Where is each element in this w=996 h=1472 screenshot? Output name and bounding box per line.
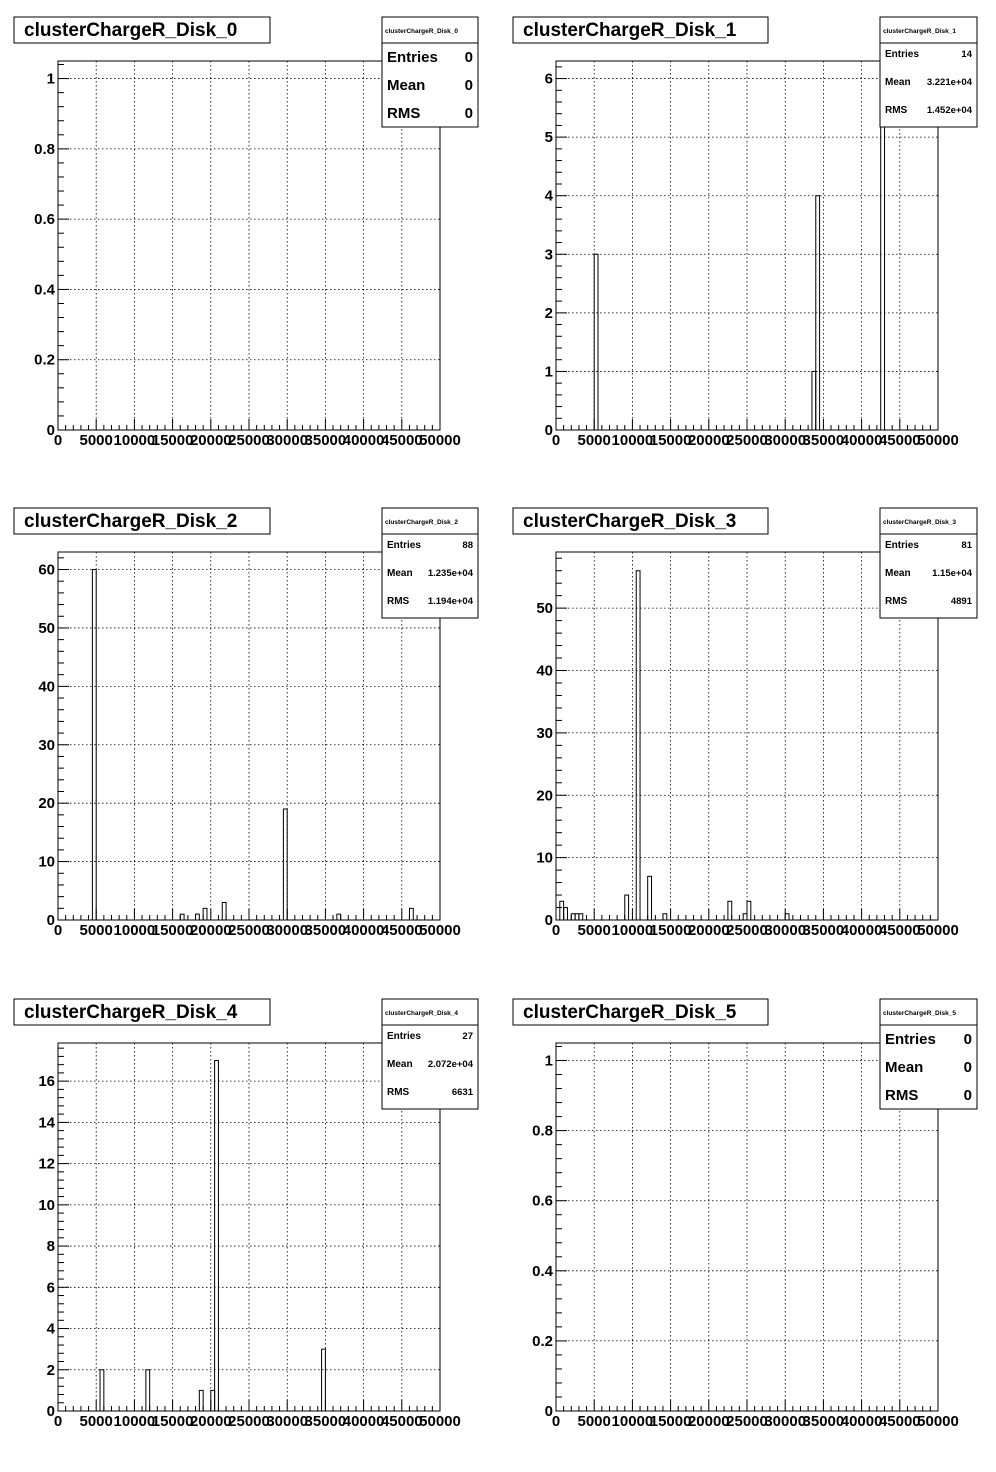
- stats-mean-label: Mean: [387, 77, 426, 94]
- x-tick-label: 20000: [189, 1413, 232, 1430]
- histogram-panel-5: [513, 999, 977, 1430]
- stats-mean-label: Mean: [387, 568, 413, 579]
- x-tick-label: 35000: [304, 922, 347, 939]
- x-tick-label: 15000: [151, 922, 194, 939]
- y-tick-label: 30: [38, 736, 55, 754]
- x-tick-label: 20000: [687, 1413, 730, 1430]
- x-tick-label: 10000: [113, 1413, 156, 1430]
- histogram-panel-1: [513, 17, 977, 449]
- x-tick-label: 40000: [342, 922, 385, 939]
- x-tick-label: 5000: [79, 432, 113, 449]
- stats-entries-label: Entries: [387, 49, 438, 66]
- y-tick-label: 6: [46, 1279, 55, 1297]
- x-tick-label: 40000: [840, 1413, 883, 1430]
- x-tick-label: 5000: [577, 1413, 611, 1430]
- stats-name: clusterChargeR_Disk_2: [385, 519, 458, 526]
- y-tick-label: 10: [38, 853, 55, 871]
- x-tick-label: 50000: [419, 432, 461, 449]
- y-tick-label: 20: [536, 787, 553, 805]
- histogram-panel-0: [14, 17, 478, 449]
- x-tick-label: 45000: [380, 922, 423, 939]
- stats-name: clusterChargeR_Disk_0: [385, 28, 458, 35]
- x-tick-label: 45000: [878, 922, 921, 939]
- x-tick-label: 35000: [802, 432, 845, 449]
- stats-rms-value: 6631: [451, 1087, 473, 1098]
- x-tick-label: 5000: [79, 922, 113, 939]
- stats-mean-value: 3.221e+04: [926, 77, 972, 88]
- stats-rms-value: 4891: [950, 596, 972, 607]
- stats-entries-label: Entries: [885, 1031, 936, 1048]
- x-tick-label: 25000: [726, 922, 768, 939]
- x-tick-label: 10000: [611, 922, 654, 939]
- y-tick-label: 3: [544, 246, 553, 264]
- stats-rms-value: 0: [963, 1087, 972, 1104]
- y-tick-label: 0.4: [34, 281, 55, 299]
- x-tick-label: 40000: [342, 432, 385, 449]
- x-tick-label: 0: [53, 1413, 63, 1430]
- x-tick-label: 10000: [113, 432, 156, 449]
- y-tick-label: 4: [544, 187, 553, 205]
- histogram-title: clusterChargeR_Disk_5: [523, 1002, 737, 1023]
- stats-entries-label: Entries: [885, 49, 919, 60]
- y-tick-label: 14: [38, 1114, 55, 1132]
- stats-mean-label: Mean: [885, 568, 911, 579]
- stats-entries-value: 81: [961, 540, 972, 551]
- x-tick-label: 5000: [577, 922, 611, 939]
- stats-mean-label: Mean: [387, 1059, 413, 1070]
- x-tick-label: 30000: [266, 432, 309, 449]
- stats-rms-label: RMS: [387, 596, 410, 607]
- x-tick-label: 30000: [266, 1413, 309, 1430]
- y-tick-label: 0: [46, 912, 55, 929]
- x-tick-label: 20000: [687, 922, 730, 939]
- y-tick-label: 30: [536, 724, 553, 742]
- x-tick-label: 25000: [228, 922, 270, 939]
- x-tick-label: 35000: [304, 1413, 347, 1430]
- x-tick-label: 25000: [228, 1413, 270, 1430]
- stats-mean-value: 1.235e+04: [427, 568, 473, 579]
- stats-rms-label: RMS: [885, 105, 908, 116]
- y-tick-label: 10: [536, 849, 553, 867]
- stats-mean-value: 0: [963, 1059, 972, 1076]
- histogram-panel-3: [513, 508, 977, 939]
- x-tick-label: 0: [551, 432, 561, 449]
- x-tick-label: 50000: [917, 1413, 959, 1430]
- y-tick-label: 0: [544, 422, 553, 439]
- stats-mean-value: 0: [464, 77, 473, 94]
- x-tick-label: 35000: [802, 922, 845, 939]
- y-tick-label: 0: [46, 1403, 55, 1420]
- y-tick-label: 0: [544, 1403, 553, 1420]
- y-tick-label: 8: [46, 1238, 55, 1256]
- x-tick-label: 25000: [228, 432, 270, 449]
- x-tick-label: 50000: [917, 432, 959, 449]
- x-tick-label: 15000: [649, 922, 692, 939]
- x-tick-label: 45000: [878, 432, 921, 449]
- stats-entries-label: Entries: [387, 540, 421, 551]
- stats-entries-value: 0: [963, 1031, 972, 1048]
- x-tick-label: 35000: [802, 1413, 845, 1430]
- y-tick-label: 0.8: [532, 1122, 553, 1140]
- x-tick-label: 0: [551, 1413, 561, 1430]
- histogram-title: clusterChargeR_Disk_2: [24, 511, 238, 532]
- y-tick-label: 0: [544, 912, 553, 929]
- histogram-title: clusterChargeR_Disk_4: [24, 1002, 238, 1023]
- x-tick-label: 20000: [189, 432, 232, 449]
- y-tick-label: 6: [544, 70, 553, 88]
- x-tick-label: 50000: [419, 1413, 461, 1430]
- stats-rms-value: 1.452e+04: [926, 105, 972, 116]
- y-tick-label: 16: [38, 1073, 55, 1091]
- stats-name: clusterChargeR_Disk_1: [883, 28, 956, 35]
- x-tick-label: 10000: [611, 432, 654, 449]
- x-tick-label: 20000: [687, 432, 730, 449]
- histogram-title: clusterChargeR_Disk_3: [523, 511, 737, 532]
- x-tick-label: 35000: [304, 432, 347, 449]
- histogram-panel-2: [14, 508, 478, 939]
- x-tick-label: 15000: [649, 432, 692, 449]
- x-tick-label: 30000: [764, 432, 807, 449]
- y-tick-label: 4: [46, 1320, 55, 1338]
- x-tick-label: 45000: [380, 1413, 423, 1430]
- stats-entries-value: 0: [464, 49, 473, 66]
- x-tick-label: 25000: [726, 432, 768, 449]
- histogram-title: clusterChargeR_Disk_0: [24, 20, 238, 41]
- x-tick-label: 40000: [840, 432, 883, 449]
- y-tick-label: 10: [38, 1196, 55, 1214]
- y-tick-label: 50: [536, 600, 553, 618]
- y-tick-label: 40: [536, 662, 553, 680]
- x-tick-label: 50000: [419, 922, 461, 939]
- stats-rms-label: RMS: [885, 1087, 919, 1104]
- stats-rms-value: 1.194e+04: [427, 596, 473, 607]
- stats-rms-label: RMS: [387, 1087, 410, 1098]
- y-tick-label: 0.4: [532, 1262, 553, 1280]
- x-tick-label: 15000: [151, 1413, 194, 1430]
- stats-rms-label: RMS: [387, 105, 421, 122]
- y-tick-label: 1: [544, 363, 553, 381]
- stats-rms-value: 0: [464, 105, 473, 122]
- x-tick-label: 45000: [380, 432, 423, 449]
- y-tick-label: 0.2: [532, 1332, 553, 1350]
- y-tick-label: 0: [46, 422, 55, 439]
- x-tick-label: 20000: [189, 922, 232, 939]
- x-tick-label: 30000: [764, 1413, 807, 1430]
- x-tick-label: 10000: [113, 922, 156, 939]
- x-tick-label: 40000: [342, 1413, 385, 1430]
- stats-rms-label: RMS: [885, 596, 908, 607]
- x-tick-label: 30000: [764, 922, 807, 939]
- stats-mean-label: Mean: [885, 1059, 924, 1076]
- stats-entries-label: Entries: [885, 540, 919, 551]
- y-tick-label: 40: [38, 678, 55, 696]
- y-tick-label: 2: [544, 304, 553, 322]
- x-tick-label: 0: [53, 432, 63, 449]
- y-tick-label: 0.8: [34, 140, 55, 158]
- histogram-title: clusterChargeR_Disk_1: [523, 20, 737, 41]
- stats-name: clusterChargeR_Disk_3: [883, 519, 956, 526]
- x-tick-label: 0: [551, 922, 561, 939]
- stats-entries-label: Entries: [387, 1031, 421, 1042]
- x-tick-label: 15000: [151, 432, 194, 449]
- x-tick-label: 5000: [79, 1413, 113, 1430]
- y-tick-label: 0.2: [34, 351, 55, 369]
- y-tick-label: 20: [38, 795, 55, 813]
- x-tick-label: 45000: [878, 1413, 921, 1430]
- x-tick-label: 40000: [840, 922, 883, 939]
- x-tick-label: 5000: [577, 432, 611, 449]
- x-tick-label: 15000: [649, 1413, 692, 1430]
- y-tick-label: 50: [38, 619, 55, 637]
- y-tick-label: 1: [544, 1052, 553, 1070]
- stats-mean-label: Mean: [885, 77, 911, 88]
- stats-entries-value: 88: [462, 540, 473, 551]
- x-tick-label: 30000: [266, 922, 309, 939]
- y-tick-label: 1: [46, 70, 55, 88]
- stats-entries-value: 14: [961, 49, 972, 60]
- y-tick-label: 12: [38, 1155, 55, 1173]
- stats-entries-value: 27: [462, 1031, 473, 1042]
- stats-name: clusterChargeR_Disk_5: [883, 1010, 956, 1017]
- y-tick-label: 2: [46, 1361, 55, 1379]
- stats-mean-value: 2.072e+04: [427, 1059, 473, 1070]
- x-tick-label: 0: [53, 922, 63, 939]
- histogram-panel-4: [14, 999, 478, 1430]
- stats-mean-value: 1.15e+04: [932, 568, 972, 579]
- x-tick-label: 50000: [917, 922, 959, 939]
- y-tick-label: 0.6: [532, 1192, 553, 1210]
- y-tick-label: 0.6: [34, 211, 55, 229]
- x-tick-label: 10000: [611, 1413, 654, 1430]
- stats-name: clusterChargeR_Disk_4: [385, 1010, 458, 1017]
- y-tick-label: 5: [544, 129, 553, 147]
- x-tick-label: 25000: [726, 1413, 768, 1430]
- y-tick-label: 60: [38, 561, 55, 579]
